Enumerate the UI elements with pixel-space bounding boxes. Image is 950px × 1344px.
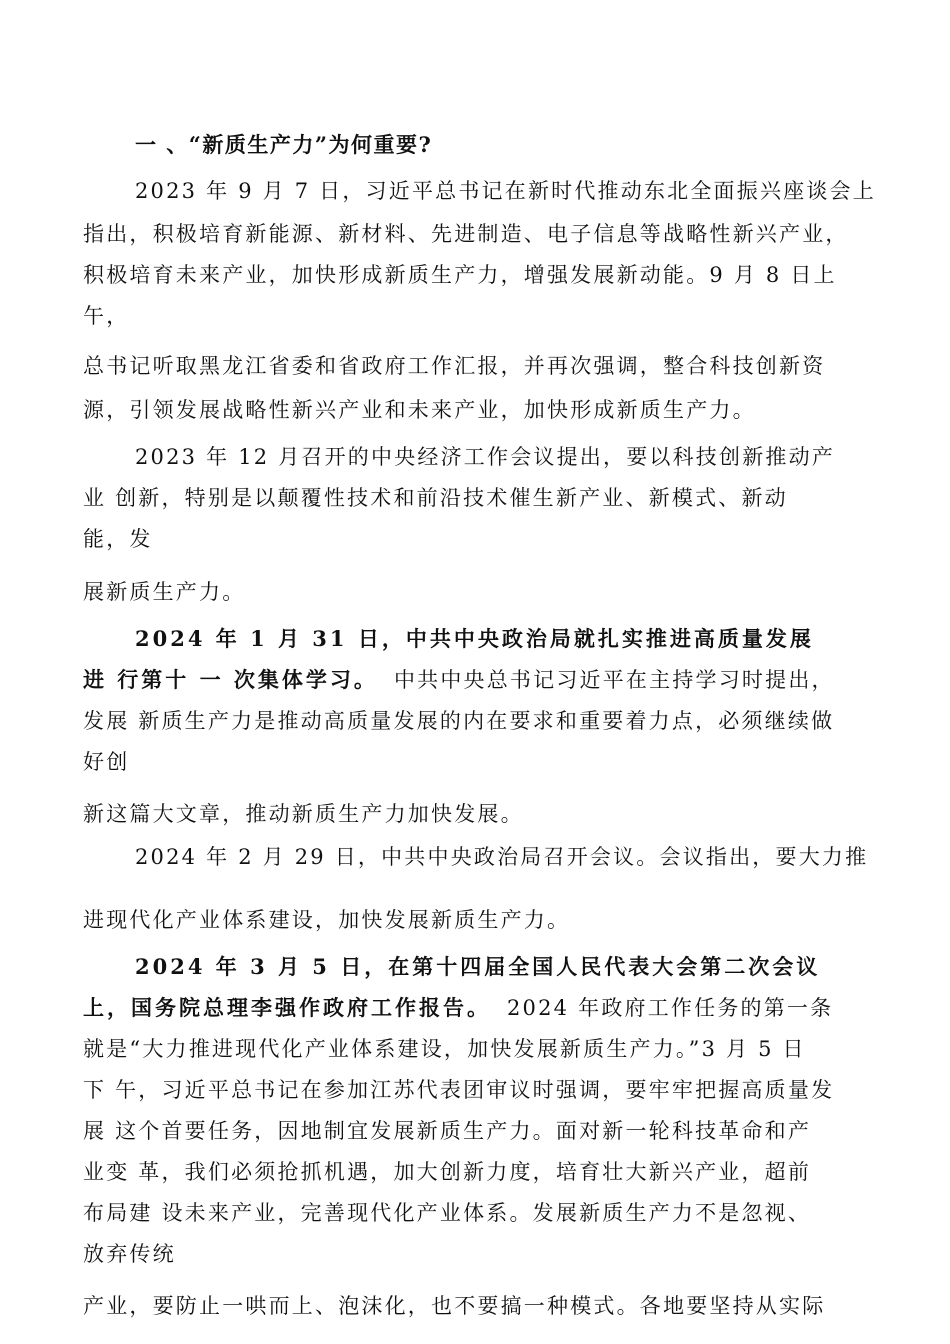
- text-line: 业变 革，我们必须抢抓机遇，加大创新力度，培育壮大新兴产业，超前: [83, 1160, 812, 1184]
- text-line: 产业，要防止一哄而上、泡沫化，也不要搞一种模式。各地要坚持从实际: [83, 1294, 826, 1318]
- text-line: 就是“大力推进现代化产业体系建设，加快发展新质生产力。”3 月 5 日: [83, 1037, 806, 1061]
- bold-text-line: 2024 年 1 月 31 日，中共中央政治局就扎实推进高质量发展: [135, 626, 814, 651]
- text-line: [83, 666, 835, 694]
- text-line: 好创: [83, 750, 130, 774]
- text-line: 积极培育未来产业，加快形成新质生产力，增强发展新动能。9 月 8 日上: [83, 263, 837, 287]
- text-line: 展新质生产力。: [83, 580, 246, 604]
- text-line: 2023 年 12 月召开的中央经济工作会议提出，要以科技创新推动产: [135, 445, 835, 469]
- text-line: 业 创新，特别是以颠覆性技术和前沿技术催生新产业、新模式、新动: [83, 486, 788, 510]
- text-line: 午，: [83, 304, 130, 328]
- text-line: 2024 年 2 月 29 日，中共中央政治局召开会议。会议指出，要大力推: [135, 845, 869, 869]
- bold-text-line: 2024 年 3 月 5 日，在第十四届全国人民代表大会第二次会议: [135, 954, 821, 979]
- bold-text: 上，国务院总理李强作政府工作报告。: [83, 995, 491, 1020]
- section-heading: 一 、“新质生产力”为何重要?: [135, 132, 433, 157]
- text-line: 放弃传统: [83, 1242, 176, 1266]
- text-line: 布局建 设未来产业，完善现代化产业体系。发展新质生产力不是忽视、: [83, 1201, 812, 1225]
- text-line: 展 这个首要任务，因地制宜发展新质生产力。面对新一轮科技革命和产: [83, 1119, 812, 1143]
- text-line: 能，发: [83, 527, 153, 551]
- text-line: 总书记听取黑龙江省委和省政府工作汇报，并再次强调，整合科技创新资: [83, 354, 826, 378]
- text-line: 发展 新质生产力是推动高质量发展的内在要求和重要着力点，必须继续做: [83, 709, 835, 733]
- text-line: 进现代化产业体系建设，加快发展新质生产力。: [83, 908, 571, 932]
- text-line: 2023 年 9 月 7 日，习近平总书记在新时代推动东北全面振兴座谈会上: [135, 179, 876, 203]
- text-line: 下 午，习近平总书记在参加江苏代表团审议时强调，要牢牢把握高质量发: [83, 1078, 835, 1102]
- plain-text: 中共中央总书记习近平在主持学习时提出，: [393, 668, 835, 692]
- text-line: 指出，积极培育新能源、新材料、先进制造、电子信息等战略性新兴产业，: [83, 222, 849, 246]
- plain-text: 2024 年政府工作任务的第一条: [507, 996, 834, 1020]
- text-line: 源，引领发展战略性新兴产业和未来产业，加快形成新质生产力。: [83, 398, 756, 422]
- text-line: 新这篇大文章，推动新质生产力加快发展。: [83, 802, 524, 826]
- bold-text: 进 行第十 一 次集体学习。: [83, 667, 378, 692]
- text-line: [83, 994, 833, 1022]
